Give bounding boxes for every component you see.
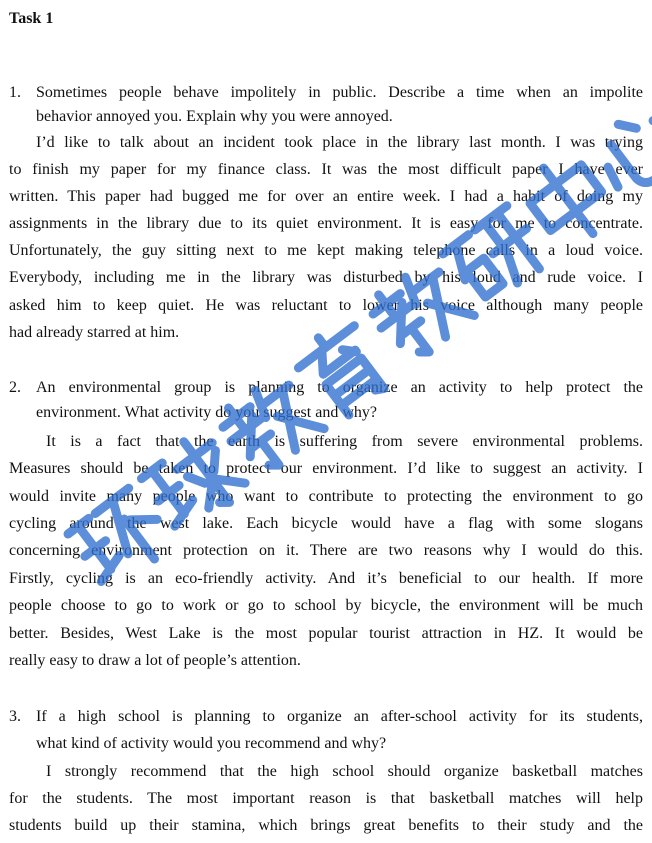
section-3-answer-line: for the students. The most important reason is that basketball matches will help [9,790,643,807]
section-2-answer-line: It is a fact that the earth is suffering from severe environmental problems. [46,433,643,450]
section-2-answer-line: would invite many people who want to contribute to protecting the environment to go [9,488,643,505]
section-3-answer-line: I strongly recommend that the high school should organize basketball matches [46,763,643,780]
section-1-answer-line: asked him to keep quiet. He was reluctant to lower his voice although many people [9,297,643,314]
section-1-answer-line: had already starred at him. [9,324,180,341]
section-1-number: 1. [9,84,21,101]
section-2-question-line: An environmental group is planning to organize an activity to help protect the [36,379,643,396]
section-2-answer-line: cycling around the west lake. Each bicycle would have a flag with some slogans [9,515,643,532]
section-1-question-line: Sometimes people behave impolitely in public. Describe a time when an impolite [36,84,643,101]
section-1-answer-line: I’d like to talk about an incident took place in the library last month. I was trying [36,134,643,151]
section-2-question-line: environment. What activity do you suggest and why? [36,404,377,421]
section-3-question-line: If a high school is planning to organize an after-school activity for its students, [36,708,643,725]
section-3-answer-line: students build up their stamina, which brings great benefits to their study and the [9,817,643,834]
section-2-answer-line: concerning environment protection on it. There are two reasons why I would do this. [9,542,643,559]
section-1-question-line: behavior annoyed you. Explain why you were annoyed. [36,108,393,125]
section-2-answer-line: really easy to draw a lot of people’s attention. [9,652,301,669]
section-2-number: 2. [9,379,21,396]
section-2-answer-line: people choose to go to work or go to school by bicycle, the environment will be much [9,597,643,614]
section-1-answer-line: to finish my paper for my finance class. It was the most difficult paper I have ever [9,161,643,178]
section-3-number: 3. [9,708,21,725]
page-title: Task 1 [9,10,54,27]
section-2-answer-line: Measures should be taken to protect our environment. I’d like to suggest an activity. I [9,460,643,477]
section-1-answer-line: written. This paper had bugged me for over an entire week. I had a habit of doing my [9,188,643,205]
section-1-answer-line: Everybody, including me in the library was disturbed by his loud and rude voice. I [9,269,643,286]
section-2-answer-line: Firstly, cycling is an eco-friendly activity. And it’s beneficial to our health. If more [9,570,643,587]
section-1-answer-line: assignments in the library due to its quiet environment. It is easy for me to concentrate. [9,215,643,232]
section-2-answer-line: better. Besides, West Lake is the most popular tourist attraction in HZ. It would be [9,625,643,642]
section-3-question-line: what kind of activity would you recommend and why? [36,735,387,752]
section-1-answer-line: Unfortunately, the guy sitting next to me kept making telephone calls in a loud voice. [9,242,643,259]
